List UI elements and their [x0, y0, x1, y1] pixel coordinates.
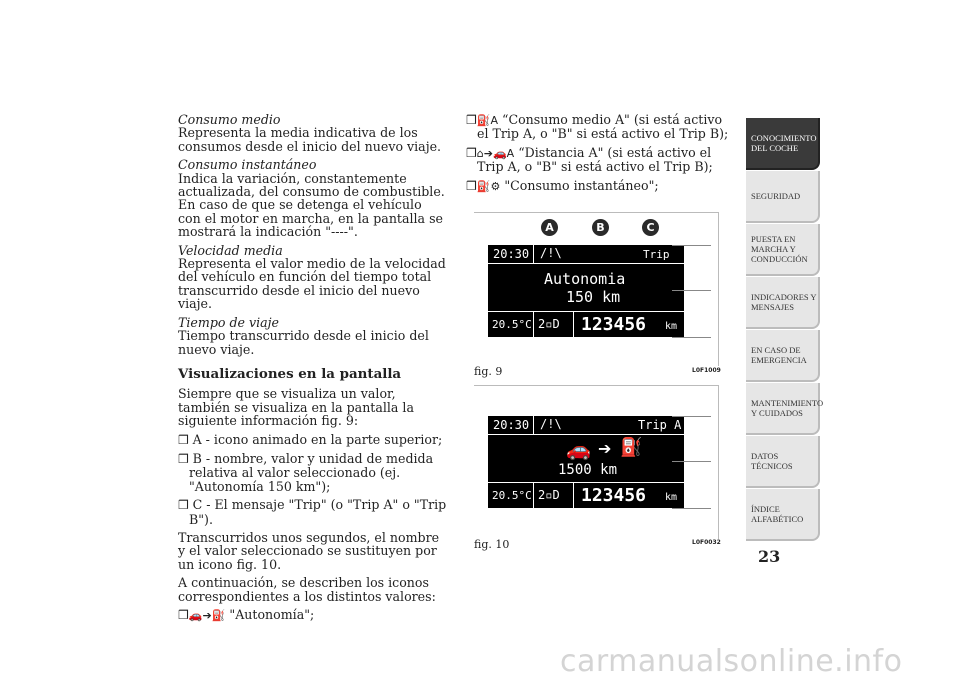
list-item-c: ❒ C - El mensaje "Trip" (o "Trip A" o "Trip B").	[178, 497, 447, 527]
autonomia-value: 150 km	[566, 288, 621, 306]
section-text: Siempre que se visualiza un valor, también se visualiza en la pantalla la siguiente información fig. 9:	[178, 386, 414, 429]
fuel-pump-icon: ⛽	[620, 437, 643, 458]
trip-a-icon: A	[506, 146, 515, 160]
tiempo-viaje-text: Tiempo transcurrido desde el inicio del nuevo viaje.	[178, 328, 429, 357]
warning-icon: /!\	[540, 417, 562, 431]
watermark: carmanualsonline.info	[560, 644, 903, 679]
gear: 2▫D	[538, 488, 560, 502]
clock-time: 20:30	[493, 418, 530, 432]
tab-conocimiento[interactable]: CONOCIMIENTO DEL COCHE	[746, 118, 820, 170]
car-icon: 🚗	[566, 437, 591, 461]
velocidad-media-heading: Velocidad media	[178, 242, 283, 258]
checkbox-icon: ❒	[178, 608, 189, 622]
clock-time: 20:30	[493, 247, 530, 261]
arrow-icon: ➔	[202, 609, 212, 622]
home-icon: ⌂	[476, 146, 484, 160]
fuel-pump-icon: ⛽	[211, 609, 226, 622]
tab-puesta-en-marcha[interactable]: PUESTA EN MARCHA Y CONDUCCIÓN	[746, 224, 820, 276]
car-icon: 🚗	[492, 146, 507, 160]
checkbox-icon: ❒	[466, 145, 477, 160]
marker-a: A	[541, 219, 558, 236]
gear-mode-icon: ▫D	[545, 317, 560, 331]
trip-label: Trip A	[638, 418, 682, 432]
car-icon: 🚗	[188, 609, 203, 622]
consumo-medio-text: Representa la media indicativa de los consumos desde el inicio del nuevo viaje.	[178, 125, 442, 154]
list-item-distancia: ❒⌂➔🚗A “Distancia A" (si está activo el Trip A, o "B" si está activo el Trip B);	[466, 144, 713, 175]
odometer-unit: km	[665, 321, 678, 332]
checkbox-icon: ❒	[178, 498, 193, 513]
arrow-icon: ➔	[598, 439, 612, 458]
trip-a-icon: A	[490, 114, 498, 127]
warning-icon: /!\	[540, 246, 562, 260]
tab-seguridad[interactable]: SEGURIDAD	[746, 171, 820, 223]
checkbox-icon: ❒	[178, 451, 193, 466]
marker-c: C	[642, 219, 659, 236]
checkbox-icon: ❒	[466, 178, 477, 193]
tab-datos-tecnicos[interactable]: DATOS TÉCNICOS	[746, 436, 820, 488]
tab-emergencia[interactable]: EN CASO DE EMERGENCIA	[746, 330, 820, 382]
figure-10-label: fig. 10	[474, 538, 510, 551]
list-item-autonomia: ❒🚗➔⛽ "Autonomía";	[178, 607, 315, 622]
consumo-instantaneo-heading: Consumo instantáneo	[178, 157, 317, 173]
tiempo-viaje-heading: Tiempo de viaje	[178, 314, 279, 330]
list-item-consumo-medio: ❒⛽A “Consumo medio A" (si está activo el Trip A, o "B" si está activo el Trip B);	[466, 112, 729, 142]
list-item-a: ❒ A - icono animado en la parte superior;	[178, 431, 443, 447]
right-column	[466, 113, 736, 198]
temperature: 20.5°C	[492, 318, 532, 331]
paragraph-2: Transcurridos unos segundos, el nombre y el valor seleccionado se sustituyen por un icono fig. 10.	[178, 529, 440, 572]
autonomia-label: Autonomia	[544, 270, 626, 288]
lcd-display	[488, 245, 684, 337]
consumo-medio-heading: Consumo medio	[178, 112, 281, 127]
gear-mode-icon: ▫D	[545, 488, 560, 502]
fuel-pump-icon: ⛽	[476, 179, 491, 193]
left-column	[178, 113, 448, 627]
distance-value: 1500 km	[558, 462, 618, 478]
marker-b: B	[592, 219, 609, 236]
trip-label: Trip	[643, 248, 670, 261]
gear: 2▫D	[538, 317, 560, 331]
odometer: 123456	[581, 314, 647, 335]
fuel-pump-icon: ⛽	[476, 114, 491, 127]
checkbox-icon: ❒	[466, 113, 477, 127]
section-title: Visualizaciones en la pantalla	[178, 365, 402, 382]
figure-9-label: fig. 9	[474, 365, 503, 378]
temperature: 20.5°C	[492, 489, 532, 502]
figure-code: L0F0032	[692, 539, 721, 546]
gauge-icon: ⚙	[490, 179, 501, 193]
figure-code: L0F1009	[692, 367, 721, 374]
odometer-unit: km	[665, 492, 678, 503]
consumo-instantaneo-text: Indica la variación, constantemente actualizada, del consumo de combustible. En caso de que se detenga el vehículo con el motor en marcha, en la pantalla se mostrará la indicación "----".	[178, 170, 445, 240]
checkbox-icon: ❒	[178, 432, 193, 447]
list-item-b: ❒ B - nombre, valor y unidad de medida relativa al valor seleccionado (ej. "Autonomía 150 km");	[178, 450, 434, 494]
tab-indicadores[interactable]: INDICADORES Y MENSAJES	[746, 277, 820, 329]
tab-indice[interactable]: ÍNDICE ALFABÉTICO	[746, 489, 820, 541]
list-item-consumo-instantaneo: ❒⛽⚙ "Consumo instantáneo";	[466, 177, 659, 193]
paragraph-3: A continuación, se describen los iconos correspondientes a los distintos valores:	[178, 575, 436, 604]
velocidad-media-text: Representa el valor medio de la velocidad del vehículo en función del tiempo total transcurrido desde el inicio del nuevo viaje.	[178, 256, 446, 312]
lcd-display	[488, 416, 684, 508]
odometer: 123456	[581, 485, 647, 506]
arrow-icon: ➔	[483, 146, 493, 160]
page-number: 23	[758, 547, 781, 566]
tab-mantenimiento[interactable]: MANTENIMIENTO Y CUIDADOS	[746, 383, 820, 435]
